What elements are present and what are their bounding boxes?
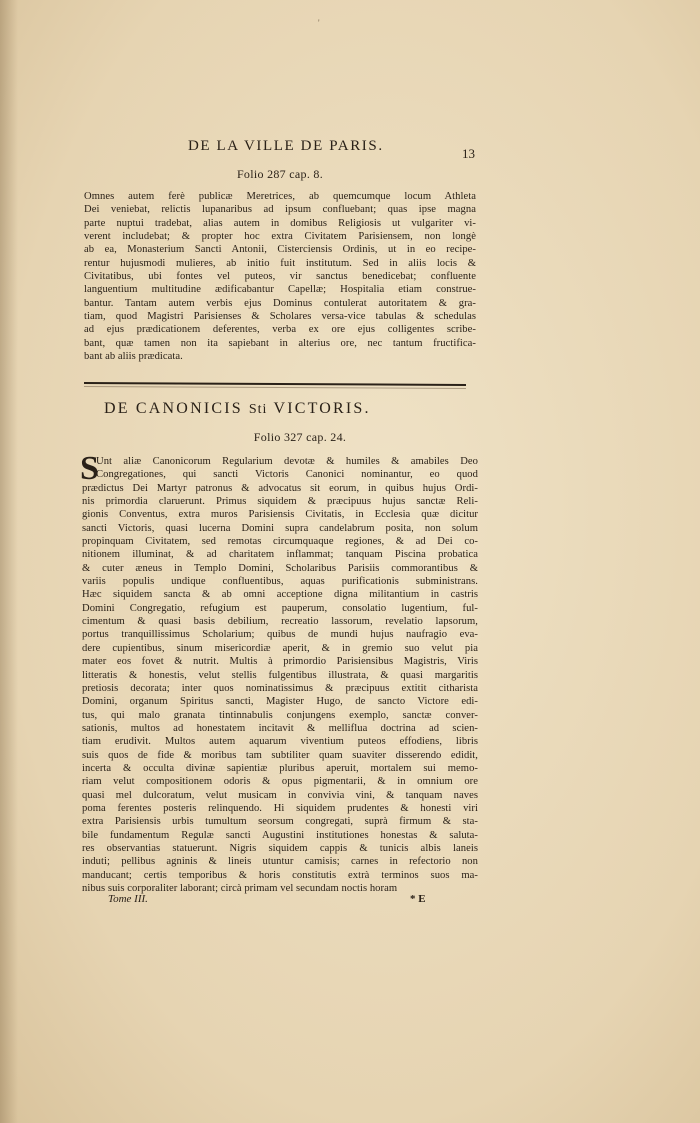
text-line: mater eos fovet & nutrit. Multis à primordio Parisiensibus Magistris, Viris [82, 656, 478, 668]
text-line: variis populis undique confluentibus, aquas purificationis subministrans. [82, 576, 478, 588]
text-line: sancti Victoris, quasi lucerna Domini supra candelabrum posita, non solum [82, 522, 478, 534]
text-line: res observantias statuerunt. Nigris siquidem cappis & tunicis albis laneis [82, 842, 478, 854]
section2-heading [104, 400, 371, 418]
text-line: induti; pellibus agninis & lineis utuntur camisis; carnes in refectorio non [82, 856, 478, 868]
text-line: verent includebat; & propter hoc extra Civitatem Parisiensem, non longè [84, 231, 476, 243]
text-line: nitionem illuminat, & ad charitatem inflammat; tanquam Piscina probatica [82, 549, 478, 561]
text-line: bant ab aliis prædicata. [84, 351, 183, 363]
section1-folio: Folio 287 cap. 8. [236, 167, 324, 181]
text-line: poma ferentes posteris relinquendo. Hi siquidem prudentes & honesti viri [82, 802, 478, 814]
text-line: suis quos de fide & moribus tam subtiliter quam suaviter disserendo edidit, [82, 749, 478, 761]
text-line: bantur. Tantam autem verbis ejus Dominus contulerat autoritatem & gra- [84, 297, 476, 309]
text-line: languentium multitudine ædificabantur Capellæ; Hospitalia etiam construe- [84, 284, 476, 296]
text-line: manducant; certis temporibus & horis constitutis extrà terminos suos ma- [82, 869, 478, 881]
signature-mark: Tome III. [108, 893, 148, 905]
text-line: nis primordia claruerunt. Primus siquidem & præcipuus hujus sanctæ Reli- [82, 496, 478, 508]
text-line: ad ejus prædicationem deferentes, verba ex ore ejus colligentes scribe- [84, 324, 476, 336]
text-line: extra Parisiensis urbis tumultum seorsum congregati, suprà firmum & sta- [82, 816, 478, 828]
text-line: propinquam Civitatem, sed remotas circumquaque regiones, & ad Dei co- [82, 536, 478, 548]
text-line: Congregationes, qui sancti Victoris Canonici nominantur, eo quod [96, 469, 478, 481]
text-line: Civitatibus, ubi fontes vel puteos, vir sanctus benedicebat; confluente [84, 271, 476, 283]
heading-left: DE CANONICIS [104, 400, 243, 417]
top-mark: ' [318, 18, 320, 28]
text-line: Domini Congregatio, refugium est pauperum, consolatio lugentium, ful- [82, 602, 478, 614]
text-line: quasi mel dulcoratum, velut musicam in convivia vini, & tanquam naves [82, 789, 478, 801]
text-line: & cuter æneus in Templo Domini, Scholaribus Parisiis commorantibus & [82, 562, 478, 574]
text-line: parte nuptui tradebat, alias autem in domibus Religiosis ut vulgariter vi- [84, 217, 476, 229]
text-line: prædictus Dei Martyr patronus & advocatus sit eorum, in quibus hujus Ordi- [82, 482, 478, 494]
section-rule-thin [84, 386, 466, 389]
text-line: tiam, quod Magistri Parisienses & Scholares versa-vice tabulas & schedulas [84, 311, 476, 323]
text-line: rentur hujusmodi mulieres, ab initio fuit institutum. Sed in aliis locis & [84, 257, 476, 269]
gutter-shadow [0, 0, 18, 1123]
text-line: litteratis & honestis, velut stellis fulgentibus illustrata, & quasi margaritis [82, 669, 478, 681]
heading-small: Sti [248, 402, 268, 417]
text-line: pretiosis decorata; inter quos nominatissimus & præcipuus extitit citharista [82, 682, 478, 694]
text-line: bant, quæ tamen non ita sapiebant in alterius ore, nec tantum fructifica- [84, 337, 476, 349]
section1-text [84, 190, 476, 363]
gathering-mark: * E [410, 893, 426, 905]
text-line: portus tranquillissimus Scholarium; quibus de mundi hujus naufragio eva- [82, 629, 478, 641]
text-line: cimentum & quasi basis debilium, recreatio lassorum, revelatio lapsorum, [82, 616, 478, 628]
running-head: DE LA VILLE DE PARIS. [188, 138, 384, 154]
text-line: sationis, multos ad honestatem incitavit & melliflua doctrina ad scien- [82, 722, 478, 734]
text-line: Hæc siquidem sancta & ab omni acceptione digna militantium in castris [82, 589, 478, 601]
section2-folio: Folio 327 cap. 24. [253, 430, 347, 444]
text-line: Omnes autem ferè publicæ Meretrices, ab quemcumque locum Athleta [84, 191, 476, 202]
text-line: ab ea, Monasterium Sancti Antonii, Cisterciensis Ordinis, ut in eo recipe- [84, 244, 476, 256]
text-line: incerta & occulta divinæ sapientiæ pluribus aperuit, mortalem sui memo- [82, 762, 478, 774]
section2-text [80, 450, 478, 895]
page-number: 13 [462, 146, 475, 161]
text-line: riam velut compositionem odoris & opus pigmentarii, & in omnium ore [82, 776, 478, 788]
text-line: Dei veniebat, relictis lupanaribus ad ipsum confluebant; quas ipse magna [84, 204, 476, 216]
text-line: nibus suis corporaliter laborant; circà primam vel secundam noctis horam [82, 883, 398, 894]
drop-cap: S [80, 450, 99, 487]
text-line: Domini, organum Spiritus sancti, Magister Hugo, de sancto Victore edi- [82, 696, 478, 708]
text-line: tus, qui malo granata tintinnabulis conjungens exemplo, sanctæ conver- [82, 709, 478, 721]
text-line: gionis Conventus, extra muros Parisiensis Civitatis, in Ecclesia quæ dicitur [82, 509, 478, 521]
heading-right: VICTORIS. [273, 400, 371, 417]
text-line: tiam erudivit. Multos autem aquarum viventium puteos effodiens, libris [82, 736, 478, 748]
text-line: dere cupientibus, sinum misericordiæ aperit, & in gremio suo velut pia [82, 642, 478, 654]
text-line: Unt aliæ Canonicorum Regularium devotæ & humiles & amabiles Deo [96, 456, 478, 467]
text-line: bile fundamentum Regulæ sancti Augustini institutiones honestas & saluta- [82, 829, 478, 841]
